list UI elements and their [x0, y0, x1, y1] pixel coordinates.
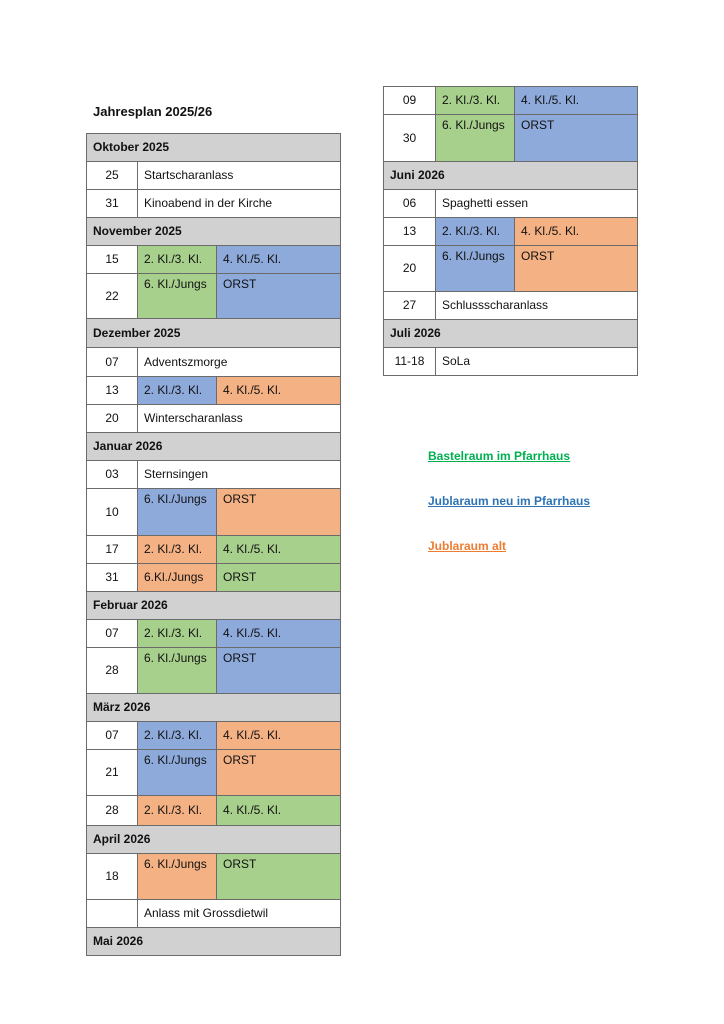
schedule-table-left	[86, 133, 341, 956]
group-cell: 2. Kl./3. Kl.	[138, 246, 217, 274]
day-cell: 07	[87, 348, 138, 377]
group-cell: 6. Kl./Jungs	[138, 489, 217, 536]
legend-jublaraum-neu: Jublaraum neu im Pfarrhaus	[428, 494, 591, 508]
table-row	[384, 218, 638, 246]
day-cell: 15	[87, 246, 138, 274]
day-cell: 07	[87, 722, 138, 750]
group-cell: ORST	[217, 274, 341, 319]
table-row	[87, 854, 341, 900]
event-cell: Adventszmorge	[138, 348, 341, 377]
event-cell: Winterscharanlass	[138, 405, 341, 433]
group-cell: 4. Kl./5. Kl.	[515, 218, 638, 246]
group-cell: ORST	[515, 115, 638, 162]
group-cell: 6. Kl./Jungs	[138, 648, 217, 694]
month-header-mai: Mai 2026	[87, 928, 341, 956]
event-cell: Sternsingen	[138, 461, 341, 489]
table-row	[87, 377, 341, 405]
group-cell: 6. Kl./Jungs	[138, 274, 217, 319]
day-cell: 30	[384, 115, 436, 162]
day-cell: 20	[384, 246, 436, 292]
table-row	[87, 564, 341, 592]
table-row	[87, 461, 341, 489]
group-cell: 4. Kl./5. Kl.	[515, 87, 638, 115]
table-row	[87, 162, 341, 190]
event-cell: Schlussscharanlass	[436, 292, 638, 320]
table-row	[87, 274, 341, 319]
day-cell: 18	[87, 854, 138, 900]
day-cell: 31	[87, 564, 138, 592]
month-header-januar: Januar 2026	[87, 433, 341, 461]
month-header-juli: Juli 2026	[384, 320, 638, 348]
group-cell: 4. Kl./5. Kl.	[217, 722, 341, 750]
event-cell: Spaghetti essen	[436, 190, 638, 218]
day-cell: 27	[384, 292, 436, 320]
month-header-april: April 2026	[87, 826, 341, 854]
group-cell: 4. Kl./5. Kl.	[217, 796, 341, 826]
group-cell: 2. Kl./3. Kl.	[436, 218, 515, 246]
table-row	[87, 405, 341, 433]
group-cell: ORST	[515, 246, 638, 292]
day-cell: 21	[87, 750, 138, 796]
event-cell: SoLa	[436, 348, 638, 376]
group-cell: 6. Kl./Jungs	[138, 750, 217, 796]
group-cell: ORST	[217, 750, 341, 796]
table-row	[87, 796, 341, 826]
group-cell: 2. Kl./3. Kl.	[138, 620, 217, 648]
day-cell	[87, 900, 138, 928]
table-row	[384, 292, 638, 320]
month-header-februar: Februar 2026	[87, 592, 341, 620]
day-cell: 09	[384, 87, 436, 115]
legend-jublaraum-alt: Jublaraum alt	[428, 539, 507, 553]
month-header-juni: Juni 2026	[384, 162, 638, 190]
month-header-maerz: März 2026	[87, 694, 341, 722]
table-row	[87, 722, 341, 750]
table-row	[87, 348, 341, 377]
table-row	[87, 750, 341, 796]
group-cell: 2. Kl./3. Kl.	[436, 87, 515, 115]
schedule-table-right	[383, 86, 638, 376]
table-row	[87, 900, 341, 928]
day-cell: 07	[87, 620, 138, 648]
legend-bastelraum: Bastelraum im Pfarrhaus	[428, 449, 571, 463]
group-cell: 2. Kl./3. Kl.	[138, 377, 217, 405]
group-cell: 4. Kl./5. Kl.	[217, 536, 341, 564]
group-cell: 4. Kl./5. Kl.	[217, 377, 341, 405]
group-cell: 2. Kl./3. Kl.	[138, 536, 217, 564]
group-cell: 4. Kl./5. Kl.	[217, 246, 341, 274]
month-header-oktober: Oktober 2025	[87, 134, 341, 162]
group-cell: 6. Kl./Jungs	[436, 115, 515, 162]
day-cell: 25	[87, 162, 138, 190]
month-header-november: November 2025	[87, 218, 341, 246]
event-cell: Startscharanlass	[138, 162, 341, 190]
day-cell: 17	[87, 536, 138, 564]
table-row	[87, 648, 341, 694]
table-row	[384, 190, 638, 218]
day-cell: 03	[87, 461, 138, 489]
day-cell: 22	[87, 274, 138, 319]
table-row	[384, 246, 638, 292]
table-row	[384, 115, 638, 162]
day-cell: 13	[87, 377, 138, 405]
group-cell: 2. Kl./3. Kl.	[138, 796, 217, 826]
group-cell: 2. Kl./3. Kl.	[138, 722, 217, 750]
month-header-dezember: Dezember 2025	[87, 319, 341, 348]
group-cell: 6. Kl./Jungs	[436, 246, 515, 292]
event-cell: Anlass mit Grossdietwil	[138, 900, 341, 928]
group-cell: ORST	[217, 564, 341, 592]
group-cell: 4. Kl./5. Kl.	[217, 620, 341, 648]
group-cell: ORST	[217, 648, 341, 694]
day-cell: 10	[87, 489, 138, 536]
group-cell: 6.Kl./Jungs	[138, 564, 217, 592]
day-cell: 11-18	[384, 348, 436, 376]
table-row	[384, 348, 638, 376]
day-cell: 28	[87, 648, 138, 694]
table-row	[87, 190, 341, 218]
day-cell: 13	[384, 218, 436, 246]
group-cell: ORST	[217, 854, 341, 900]
day-cell: 20	[87, 405, 138, 433]
page-title: Jahresplan 2025/26	[93, 104, 213, 119]
table-row	[87, 246, 341, 274]
table-row	[87, 489, 341, 536]
group-cell: 6. Kl./Jungs	[138, 854, 217, 900]
table-row	[87, 536, 341, 564]
day-cell: 06	[384, 190, 436, 218]
day-cell: 28	[87, 796, 138, 826]
event-cell: Kinoabend in der Kirche	[138, 190, 341, 218]
table-row	[87, 620, 341, 648]
group-cell: ORST	[217, 489, 341, 536]
table-row	[384, 87, 638, 115]
day-cell: 31	[87, 190, 138, 218]
